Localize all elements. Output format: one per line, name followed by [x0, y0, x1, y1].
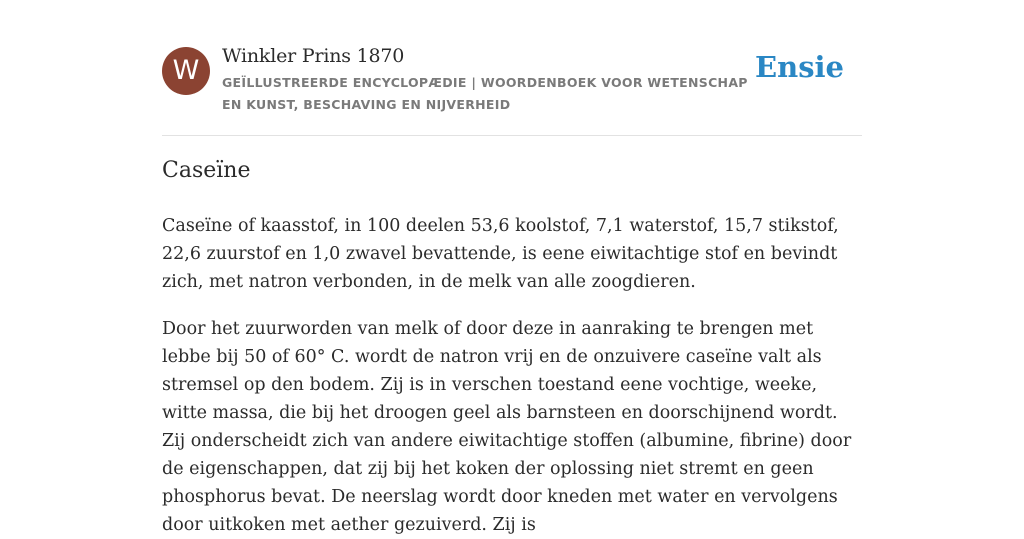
ensie-logo[interactable]: Ensie — [755, 50, 844, 84]
page-container — [162, 0, 862, 535]
source-header — [162, 0, 862, 136]
article-title: Caseïne — [162, 158, 251, 183]
source-avatar[interactable]: W — [162, 47, 210, 95]
article-paragraph-1: Caseïne of kaasstof, in 100 deelen 53,6 koolstof, 7,1 waterstof, 15,7 stikstof, 22,6 zuurstof en 1,0 zwavel bevattende, is eene eiwitachtige stof en bevindt zich, met natron verbonden, in de melk van alle zoogdieren. — [162, 216, 839, 292]
source-title-link[interactable]: Winkler Prins 1870 — [222, 45, 405, 67]
article-paragraph-2: Door het zuurworden van melk of door deze in aanraking te brengen met lebbe bij 50 of 60° C. wordt de natron vrij en de onzuivere caseïne valt als stremsel op den bodem. Zij is in verschen toestand eene vochtige, weeke, witte massa, die bij het droogen geel als barnsteen en doorschijnend wordt. Zij onderscheidt zich van andere eiwitachtige stoffen (albumine, fibrine) door de eigenschappen, dat zij bij het koken der oplossing niet stremt en geen phosphorus bevat. De neerslag wordt door kneden met water en vervolgens door uitkoken met aether gezuiverd. Zij is — [162, 319, 852, 535]
source-subtitle: GEÏLLUSTREERDE ENCYCLOPÆDIE | WOORDENBOEK VOOR WETENSCHAP EN KUNST, BESCHAVING EN NIJVERHEID — [222, 75, 748, 112]
